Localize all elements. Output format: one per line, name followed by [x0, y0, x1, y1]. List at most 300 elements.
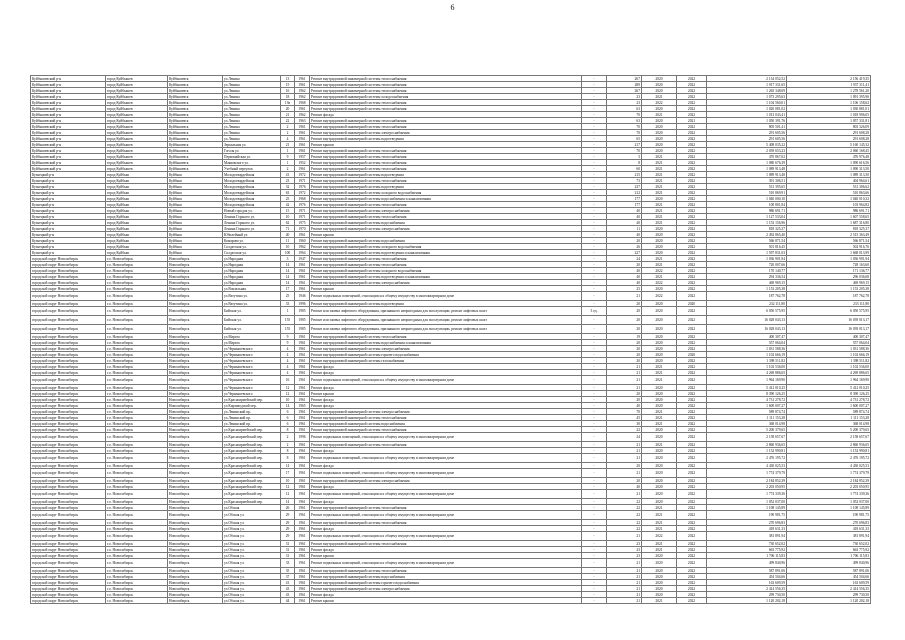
locality-cell: город Куйбышев: [106, 82, 168, 88]
unit-cell: -: [582, 190, 607, 196]
house-cell: 29: [281, 520, 295, 526]
cost-cell: 1 013 043,41: [707, 112, 787, 118]
cost-cell: 730 652,02: [707, 541, 787, 547]
cost-per-unit-cell: 1 937 311,41: [787, 82, 871, 88]
work-type-cell: Ремонт внутридомовой инженерной системы теплоснабжения: [310, 214, 582, 220]
cost-per-unit-cell: 1 040 010,32: [787, 196, 871, 202]
cost-cell: 501 816,45: [707, 244, 787, 250]
municipality-cell: Куйбыш: [168, 190, 223, 196]
cost-per-unit-cell: 1 964 169,90: [787, 376, 871, 385]
volume-cell: 63: [607, 118, 642, 124]
unit-cell: -: [582, 547, 607, 553]
cost-per-unit-cell: 103 964,82: [787, 202, 871, 208]
street-cell: ул.Обская ул.: [223, 586, 281, 592]
volume-cell: 24: [607, 256, 642, 262]
unit-cell: -: [582, 586, 607, 592]
volume-cell: 22: [607, 526, 642, 532]
district-cell: городской округ Новосибирск: [31, 280, 106, 286]
street-cell: ул.Обская ул.: [223, 553, 281, 559]
house-cell: 4: [281, 346, 295, 352]
volume-cell: 20: [607, 340, 642, 346]
volume-cell: 21: [607, 580, 642, 586]
municipality-cell: Новосибирск: [168, 580, 223, 586]
street-cell: ул.Красноармейский пер.: [223, 490, 281, 499]
municipality-cell: Куйбыш: [168, 232, 223, 238]
volume-cell: 20: [607, 316, 642, 325]
year-to-cell: 2022: [677, 196, 707, 202]
year-built-cell: 1961: [295, 490, 310, 499]
year-to-cell: 2022: [677, 385, 707, 391]
cost-cell: 1 080 676,39: [707, 160, 787, 166]
house-cell: 12: [281, 385, 295, 391]
house-cell: 20: [281, 106, 295, 112]
house-cell: 26: [281, 505, 295, 511]
page-number: 6: [450, 3, 455, 12]
year-from-cell: 2020: [642, 88, 677, 94]
year-built-cell: 1985: [295, 316, 310, 325]
work-type-cell: Ремонт фасада: [310, 499, 582, 505]
locality-cell: город Куйбышев: [106, 76, 168, 82]
unit-cell: -: [582, 244, 607, 250]
locality-cell: город Куйбыш: [106, 214, 168, 220]
year-from-cell: 2020: [642, 427, 677, 433]
street-cell: ул.Чернышевского: [223, 391, 281, 397]
unit-cell: -: [582, 76, 607, 82]
unit-cell: -: [582, 568, 607, 574]
year-from-cell: 2020: [642, 568, 677, 574]
cost-cell: 510 869,91: [707, 190, 787, 196]
year-built-cell: 1961: [295, 82, 310, 88]
year-built-cell: 1971: [295, 214, 310, 220]
cost-cell: 1 774 339,36: [707, 490, 787, 499]
unit-cell: -: [582, 214, 607, 220]
cost-per-unit-cell: 1 607 558,65: [787, 214, 871, 220]
cost-per-unit-cell: 291 608,28: [787, 130, 871, 136]
year-to-cell: 2022: [677, 160, 707, 166]
year-to-cell: 2022: [677, 598, 707, 604]
volume-cell: 30: [607, 421, 642, 427]
cost-cell: 818 325,37: [707, 226, 787, 232]
district-cell: городской округ Новосибирск: [31, 505, 106, 511]
locality-cell: город Куйбыш: [106, 232, 168, 238]
year-built-cell: 1970: [295, 226, 310, 232]
volume-cell: 21: [607, 292, 642, 301]
house-cell: 8: [281, 448, 295, 454]
unit-cell: -: [582, 301, 607, 307]
volume-cell: 21: [607, 592, 642, 598]
district-cell: городской округ Новосибирск: [31, 316, 106, 325]
work-type-cell: Ремонт фасада: [310, 112, 582, 118]
work-type-cell: Ремонт внутридомовой инженерной системы теплоснабжения: [310, 88, 582, 94]
table-row: [31, 307, 871, 316]
year-from-cell: 2020: [642, 559, 677, 568]
house-cell: 21: [281, 112, 295, 118]
work-type-cell: Ремонт подвальных помещений, относящихся к общему имуществу в многоквартирном доме: [310, 454, 582, 463]
locality-cell: г.о. Новосибирск: [106, 484, 168, 490]
unit-cell: -: [582, 490, 607, 499]
district-cell: Кузнецкий р-н: [31, 172, 106, 178]
street-cell: ул.Обская ул.: [223, 526, 281, 532]
cost-cell: 1 031 588,36: [707, 346, 787, 352]
street-cell: ул.Красноармейский пер.: [223, 427, 281, 433]
cost-per-unit-cell: 270 696,83: [787, 520, 871, 526]
house-cell: 23: [281, 178, 295, 184]
cost-cell: 1 706 115,83: [707, 553, 787, 559]
cost-cell: 2 158 657,67: [707, 433, 787, 442]
district-cell: Куйбышевский р-н: [31, 160, 106, 166]
cost-per-unit-cell: 296 036,68: [787, 274, 871, 280]
district-cell: городской округ Новосибирск: [31, 520, 106, 526]
cost-per-unit-cell: 400 307,47: [787, 334, 871, 340]
municipality-cell: Новосибирск: [168, 286, 223, 292]
locality-cell: г.о. Новосибирск: [106, 280, 168, 286]
table-row: [31, 559, 871, 568]
year-built-cell: 1962: [295, 244, 310, 250]
district-cell: Кузнецкий р-н: [31, 178, 106, 184]
cost-per-unit-cell: 1 278 561,20: [787, 88, 871, 94]
district-cell: городской округ Новосибирск: [31, 490, 106, 499]
year-from-cell: 2020: [642, 580, 677, 586]
year-to-cell: 2022: [677, 250, 707, 256]
year-built-cell: 1961: [295, 559, 310, 568]
volume-cell: 267: [607, 88, 642, 94]
year-from-cell: 2020: [642, 346, 677, 352]
year-to-cell: 2022: [677, 232, 707, 238]
work-type-cell: Ремонт крыши: [310, 142, 582, 148]
cost-cell: 986 691,71: [707, 208, 787, 214]
locality-cell: г.о. Новосибирск: [106, 409, 168, 415]
cost-per-unit-cell: 510 863,66: [787, 190, 871, 196]
house-cell: 17: [281, 286, 295, 292]
year-built-cell: 1961: [295, 340, 310, 346]
unit-cell: -: [582, 160, 607, 166]
cost-cell: 557 064,04: [707, 340, 787, 346]
locality-cell: город Куйбыш: [106, 220, 168, 226]
year-to-cell: 2022: [677, 172, 707, 178]
volume-cell: 20: [607, 397, 642, 403]
year-to-cell: 2022: [677, 397, 707, 403]
cost-cell: 1 050 391,76: [707, 118, 787, 124]
municipality-cell: Новосибирск: [168, 520, 223, 526]
street-cell: ул.Ленина: [223, 88, 281, 94]
cost-per-unit-cell: 1 706 115,83: [787, 553, 871, 559]
district-cell: Куйбышевский р-н: [31, 166, 106, 172]
locality-cell: г.о. Новосибирск: [106, 463, 168, 469]
street-cell: ул.Чернышевского: [223, 385, 281, 391]
house-cell: 2: [281, 124, 295, 130]
unit-cell: -: [582, 124, 607, 130]
year-to-cell: 2022: [677, 526, 707, 532]
unit-cell: -: [582, 82, 607, 88]
street-cell: Молодогвардейская: [223, 172, 281, 178]
volume-cell: 65: [607, 136, 642, 142]
work-type-cell: Ремонт внутридомовой инженерной системы водоснабжения: [310, 421, 582, 427]
locality-cell: город Куйбыш: [106, 190, 168, 196]
house-cell: 155: [281, 325, 295, 334]
volume-cell: 23: [607, 547, 642, 553]
locality-cell: г.о. Новосибирск: [106, 274, 168, 280]
district-cell: городской округ Новосибирск: [31, 340, 106, 346]
district-cell: Куйбышевский р-н: [31, 100, 106, 106]
unit-cell: -: [582, 340, 607, 346]
year-from-cell: 2021: [642, 520, 677, 526]
house-cell: 9: [281, 340, 295, 346]
locality-cell: г.о. Новосибирск: [106, 427, 168, 433]
work-type-cell: Ремонт внутридомовой инженерной системы холодного водоснабжения: [310, 268, 582, 274]
cost-per-unit-cell: 1 102 666,19: [787, 352, 871, 358]
year-from-cell: 2020: [642, 106, 677, 112]
cost-cell: 391 306,51: [707, 178, 787, 184]
district-cell: Кузнецкий р-н: [31, 250, 106, 256]
municipality-cell: Куйбыш: [168, 208, 223, 214]
street-cell: ул.Обская ул.: [223, 559, 281, 568]
district-cell: Кузнецкий р-н: [31, 214, 106, 220]
year-from-cell: 2021: [642, 154, 677, 160]
unit-cell: -: [582, 274, 607, 280]
year-built-cell: 1961: [295, 166, 310, 172]
year-built-cell: 1961: [295, 385, 310, 391]
year-to-cell: 2022: [677, 409, 707, 415]
year-to-cell: 2022: [677, 547, 707, 553]
street-cell: ул.Чернышевского: [223, 352, 281, 358]
year-built-cell: 1968: [295, 100, 310, 106]
cost-per-unit-cell: 1 668 013,99: [787, 250, 871, 256]
street-cell: ул.Чернышевского: [223, 370, 281, 376]
house-cell: 14: [281, 274, 295, 280]
table-row: [31, 469, 871, 478]
unit-cell: -: [582, 100, 607, 106]
year-to-cell: 2022: [677, 427, 707, 433]
locality-cell: город Куйбышев: [106, 130, 168, 136]
cost-per-unit-cell: 454 504,66: [787, 574, 871, 580]
year-from-cell: 2021: [642, 208, 677, 214]
volume-cell: 20: [607, 238, 642, 244]
year-built-cell: 1961: [295, 568, 310, 574]
volume-cell: 21: [607, 490, 642, 499]
street-cell: ул.Красноармейский пер.: [223, 397, 281, 403]
house-cell: 6: [281, 415, 295, 421]
locality-cell: г.о. Новосибирск: [106, 598, 168, 604]
locality-cell: г.о. Новосибирск: [106, 541, 168, 547]
cost-per-unit-cell: 587 891,06: [787, 568, 871, 574]
cost-cell: 299 730,50: [707, 592, 787, 598]
year-from-cell: 2020: [642, 196, 677, 202]
house-cell: 43: [281, 586, 295, 592]
year-to-cell: 2022: [677, 586, 707, 592]
district-cell: Кузнецкий р-н: [31, 190, 106, 196]
unit-cell: -: [582, 94, 607, 100]
volume-cell: 21: [607, 364, 642, 370]
municipality-cell: Новосибирск: [168, 469, 223, 478]
house-cell: 6: [281, 409, 295, 415]
work-type-cell: Ремонт внутридомовой инженерной системы теплоснабжения: [310, 202, 582, 208]
year-built-cell: 1961: [295, 499, 310, 505]
street-cell: ул.Ленина: [223, 136, 281, 142]
work-type-cell: Ремонт внутридомовой инженерной системы теплоснабжения: [310, 568, 582, 574]
year-built-cell: 1961: [295, 478, 310, 484]
year-to-cell: 2022: [677, 226, 707, 232]
cost-cell: 1 964 169,90: [707, 376, 787, 385]
unit-cell: -: [582, 463, 607, 469]
year-from-cell: 2021: [642, 421, 677, 427]
cost-per-unit-cell: 5 160 145,32: [787, 142, 871, 148]
locality-cell: город Куйбыш: [106, 184, 168, 190]
volume-cell: 227: [607, 250, 642, 256]
cost-cell: 663 775,92: [707, 547, 787, 553]
cost-per-unit-cell: 803 326,09: [787, 124, 871, 130]
district-cell: городской округ Новосибирск: [31, 256, 106, 262]
year-built-cell: 1947: [295, 256, 310, 262]
house-cell: 10: [281, 244, 295, 250]
cost-cell: 454 504,66: [707, 574, 787, 580]
locality-cell: город Куйбыш: [106, 202, 168, 208]
year-built-cell: 1961: [295, 130, 310, 136]
district-cell: Кузнецкий р-н: [31, 208, 106, 214]
street-cell: ул.Чернышевского: [223, 358, 281, 364]
cost-per-unit-cell: 2 476 195,72: [787, 454, 871, 463]
work-type-cell: Ремонт фасада: [310, 484, 582, 490]
cost-per-unit-cell: 171 136,77: [787, 268, 871, 274]
volume-cell: 237: [607, 184, 642, 190]
district-cell: городской округ Новосибирск: [31, 592, 106, 598]
year-built-cell: 1961: [295, 334, 310, 340]
district-cell: Куйбышевский р-н: [31, 82, 106, 88]
district-cell: городской округ Новосибирск: [31, 325, 106, 334]
cost-per-unit-cell: 818 325,37: [787, 226, 871, 232]
house-cell: 6: [281, 421, 295, 427]
municipality-cell: Новосибирск: [168, 553, 223, 559]
municipality-cell: Новосибирск: [168, 547, 223, 553]
volume-cell: 21: [607, 448, 642, 454]
volume-cell: 3: [607, 154, 642, 160]
work-type-cell: Ремонт подвальных помещений, относящихся к общему имуществу в многоквартирном доме: [310, 532, 582, 541]
cost-per-unit-cell: 1 091 395,96: [787, 94, 871, 100]
street-cell: ул.Народная: [223, 262, 281, 268]
work-type-cell: Ремонт внутридомовой инженерной системы холодного водоснабжения: [310, 190, 582, 196]
year-to-cell: 2022: [677, 391, 707, 397]
locality-cell: город Куйбыш: [106, 226, 168, 232]
unit-cell: -: [582, 478, 607, 484]
unit-cell: -: [582, 256, 607, 262]
cost-cell: 16 028 043,13: [707, 325, 787, 334]
year-to-cell: 2020: [677, 301, 707, 307]
house-cell: 15: [281, 82, 295, 88]
cost-cell: 4 269 886,65: [707, 370, 787, 376]
locality-cell: город Куйбыш: [106, 208, 168, 214]
cost-cell: 1 104 560,01: [707, 100, 787, 106]
municipality-cell: Куйбышевск: [168, 130, 223, 136]
unit-cell: -: [582, 148, 607, 154]
year-to-cell: 2022: [677, 202, 707, 208]
street-cell: ул.Вокзальная: [223, 286, 281, 292]
unit-cell: -: [582, 196, 607, 202]
house-cell: 22: [281, 118, 295, 124]
work-type-cell: Ремонт фасада: [310, 397, 582, 403]
house-cell: 29: [281, 532, 295, 541]
work-type-cell: Ремонт внутридомовой инженерной системы теплоснабжения: [310, 334, 582, 340]
volume-cell: 21: [607, 454, 642, 463]
year-from-cell: 2020: [642, 397, 677, 403]
unit-cell: -: [582, 334, 607, 340]
district-cell: городской округ Новосибирск: [31, 274, 106, 280]
volume-cell: 177: [607, 202, 642, 208]
district-cell: городской округ Новосибирск: [31, 598, 106, 604]
work-type-cell: Ремонт внутридомовой инженерной системы электроснабжения: [310, 130, 582, 136]
volume-cell: 45: [607, 415, 642, 421]
work-type-cell: Ремонт внутридомовой инженерной системы теплоснабжения: [310, 82, 582, 88]
cost-cell: 1 774 379,79: [707, 469, 787, 478]
year-from-cell: 2020: [642, 391, 677, 397]
cost-per-unit-cell: 1 111 153,28: [787, 415, 871, 421]
street-cell: ул.Обская ул.: [223, 580, 281, 586]
locality-cell: г.о. Новосибирск: [106, 385, 168, 391]
district-cell: городской округ Новосибирск: [31, 391, 106, 397]
municipality-cell: Новосибирск: [168, 586, 223, 592]
cost-cell: 4 731 278,72: [707, 397, 787, 403]
cost-cell: 1 073 295,63: [707, 94, 787, 100]
volume-cell: 25: [607, 286, 642, 292]
work-type-cell: Ремонт внутридомовой инженерной системы теплоснабжения: [310, 520, 582, 526]
unit-cell: -: [582, 136, 607, 142]
year-built-cell: 1961: [295, 553, 310, 559]
locality-cell: г.о. Новосибирск: [106, 580, 168, 586]
volume-cell: 20: [607, 352, 642, 358]
work-type-cell: Ремонт внутридомовой инженерной системы электроснабжения: [310, 478, 582, 484]
unit-cell: -: [582, 526, 607, 532]
house-cell: 14: [281, 268, 295, 274]
cost-cell: 291 605,56: [707, 130, 787, 136]
cost-per-unit-cell: 1 600 007,27: [787, 403, 871, 409]
work-type-cell: Ремонт внутридомовой инженерной системы горячего водоснабжения: [310, 352, 582, 358]
volume-cell: 23: [607, 553, 642, 559]
cost-per-unit-cell: 8 390 126,25: [787, 391, 871, 397]
cost-cell: 589 874,74: [707, 409, 787, 415]
unit-cell: -: [582, 520, 607, 526]
year-to-cell: 2022: [677, 415, 707, 421]
house-cell: 25: [281, 292, 295, 301]
year-from-cell: 2020: [642, 358, 677, 364]
year-built-cell: 1965: [295, 403, 310, 409]
unit-cell: -: [582, 232, 607, 238]
work-type-cell: Ремонт внутридомовой инженерной системы электроснабжения: [310, 226, 582, 232]
unit-cell: -: [582, 580, 607, 586]
year-built-cell: 1961: [295, 598, 310, 604]
year-from-cell: 2021: [642, 184, 677, 190]
volume-cell: 21: [607, 376, 642, 385]
year-to-cell: 2022: [677, 82, 707, 88]
house-cell: 33: [281, 301, 295, 307]
district-cell: городской округ Новосибирск: [31, 370, 106, 376]
cost-per-unit-cell: 1 031 588,36: [787, 346, 871, 352]
volume-cell: 289: [607, 82, 642, 88]
year-from-cell: 2020: [642, 301, 677, 307]
work-type-cell: Ремонт внутридомовой инженерной системы теплоснабжения: [310, 118, 582, 124]
house-cell: 155: [281, 316, 295, 325]
year-from-cell: 2020: [642, 307, 677, 316]
year-to-cell: 2022: [677, 154, 707, 160]
municipality-cell: Куйбышевск: [168, 94, 223, 100]
locality-cell: город Куйбышев: [106, 154, 168, 160]
cost-per-unit-cell: 190 981,75: [787, 511, 871, 520]
street-cell: ул.Красноармейский пер.: [223, 463, 281, 469]
year-built-cell: 1968: [295, 196, 310, 202]
house-cell: 10: [281, 478, 295, 484]
municipality-cell: Куйбыш: [168, 220, 223, 226]
year-built-cell: 1961: [295, 505, 310, 511]
locality-cell: г.о. Новосибирск: [106, 448, 168, 454]
locality-cell: город Куйбышев: [106, 148, 168, 154]
table-row: [31, 376, 871, 385]
